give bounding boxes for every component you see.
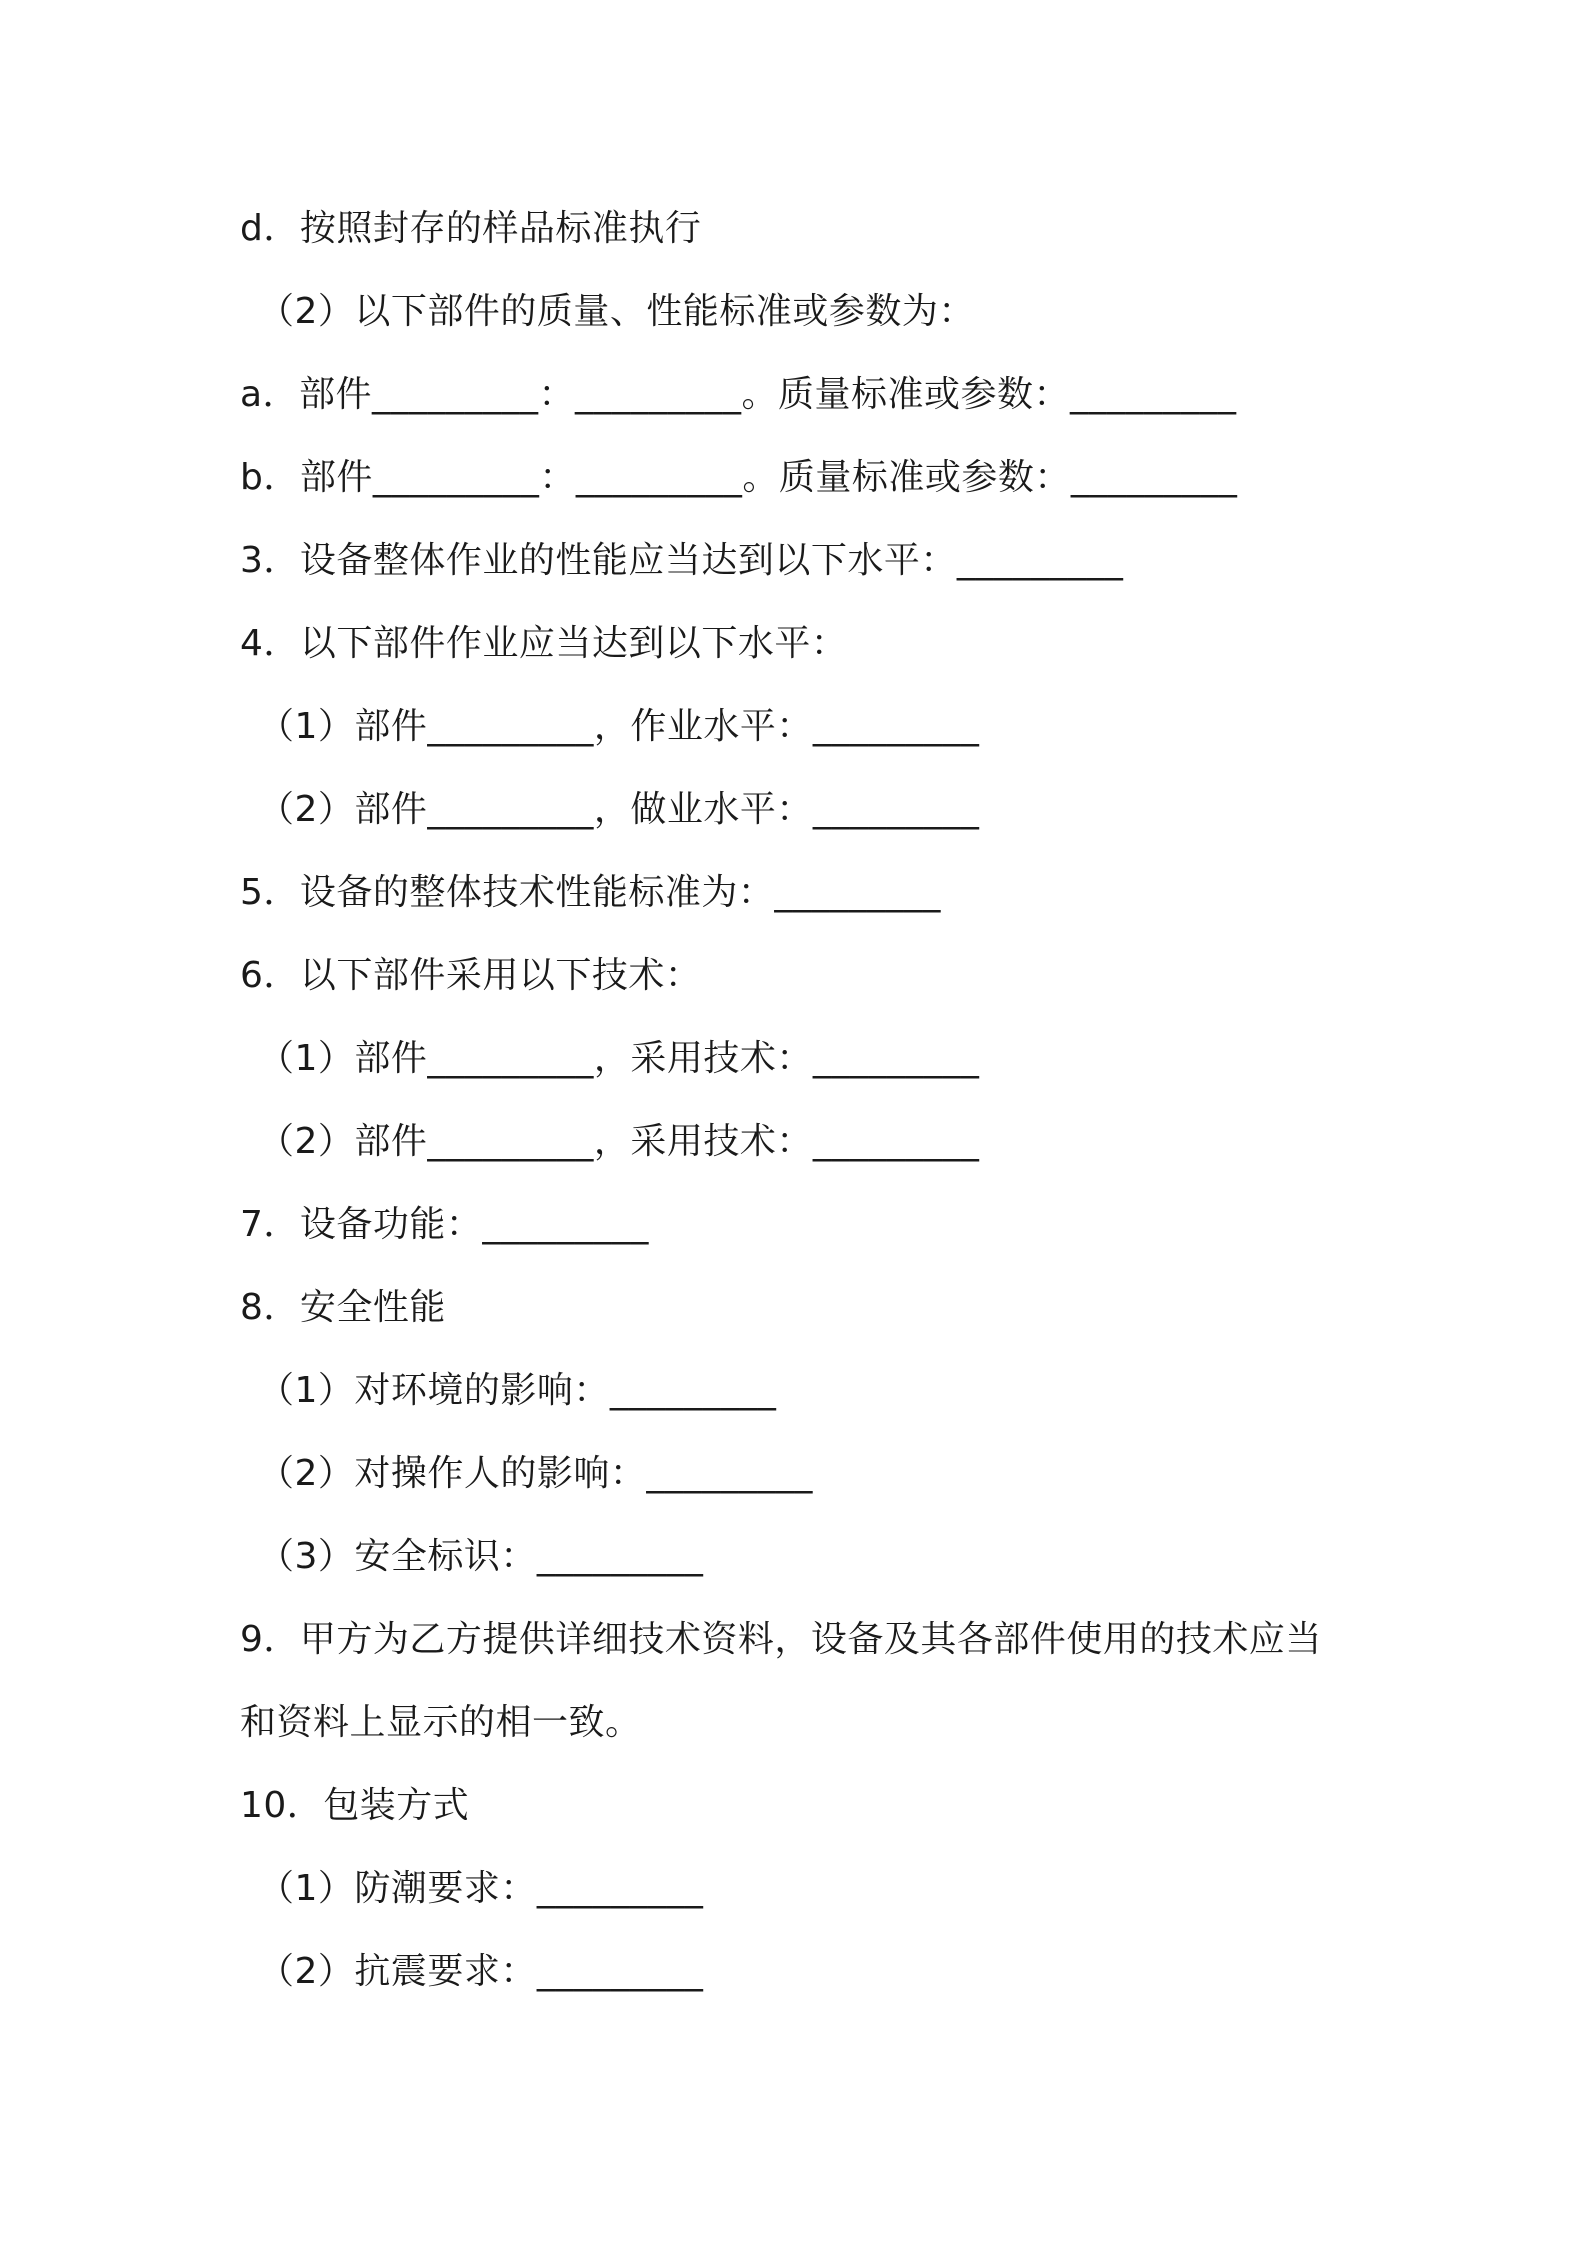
text-line-4: 4．以下部件作业应当达到以下水平：: [240, 623, 848, 664]
text-line-5: 5．设备的整体技术性能标准为：_________: [240, 872, 941, 913]
text-line-4-2: （2）部件_________，做业水平：_________: [258, 789, 980, 830]
text-line-10: 10．包装方式: [240, 1785, 470, 1826]
text-line-7: 7．设备功能：_________: [240, 1204, 649, 1245]
text-line-8: 8．安全性能: [240, 1287, 446, 1328]
text-line-10-2: （2）抗震要求：_________: [258, 1951, 704, 1992]
text-line-6-1: （1）部件_________，采用技术：_________: [258, 1038, 980, 1079]
text-line-3: 3．设备整体作业的性能应当达到以下水平：_________: [240, 540, 1124, 581]
text-line-8-1: （1）对环境的影响：_________: [258, 1370, 777, 1411]
text-line-a: a．部件_________：_________。质量标准或参数：_________: [240, 374, 1237, 415]
text-line-10-1: （1）防潮要求：_________: [258, 1868, 704, 1909]
text-line-9: 9．甲方为乙方提供详细技术资料，设备及其各部件使用的技术应当: [240, 1619, 1322, 1660]
text-line-8-2: （2）对操作人的影响：_________: [258, 1453, 813, 1494]
text-line-d: d．按照封存的样品标准执行: [240, 208, 702, 249]
text-line-6-2: （2）部件_________，采用技术：_________: [258, 1121, 980, 1162]
text-line-2: （2）以下部件的质量、性能标准或参数为：: [258, 291, 975, 332]
text-line-4-1: （1）部件_________，作业水平：_________: [258, 706, 980, 747]
text-line-6: 6．以下部件采用以下技术：: [240, 955, 702, 996]
text-line-9-cont: 和资料上显示的相一致。: [240, 1702, 642, 1743]
text-line-b: b．部件_________：_________。质量标准或参数：_________: [240, 457, 1238, 498]
text-line-8-3: （3）安全标识：_________: [258, 1536, 704, 1577]
